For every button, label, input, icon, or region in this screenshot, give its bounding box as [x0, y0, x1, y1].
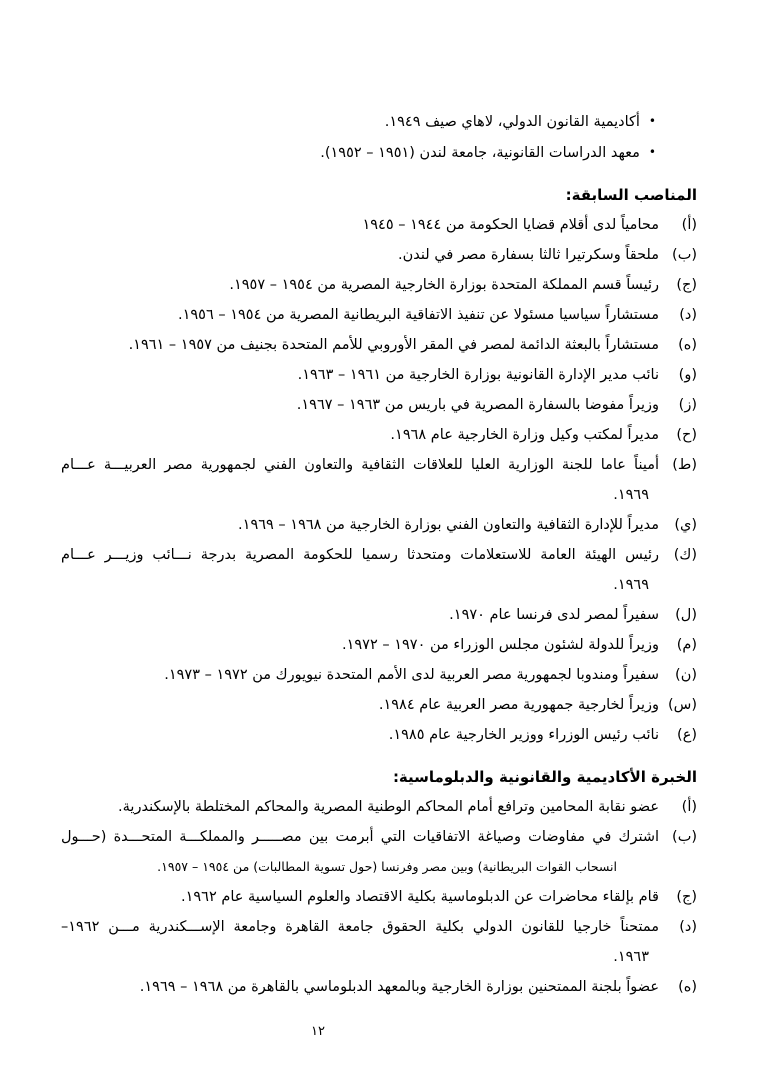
list-item: [61, 450, 697, 510]
item-marker: (ه): [678, 979, 697, 995]
item-marker: (س): [667, 697, 697, 713]
position-list: [61, 210, 697, 750]
section: [61, 762, 697, 1002]
item-text: نائب مدير الإدارة القانونية بوزارة الخارجية من ١٩٦١ – ١٩٦٣.: [297, 367, 659, 383]
list-item: [61, 420, 697, 450]
bullet-icon: •: [648, 145, 656, 159]
item-first-line: [61, 210, 697, 240]
item-continuation: انسحاب القوات البريطانية) وبين مصر وفرنسا (حول تسوية المطالبات) من ١٩٥٤ – ١٩٥٧.: [157, 859, 617, 874]
item-first-line: [61, 540, 697, 570]
item-marker: (د): [679, 919, 697, 935]
item-text: وزيراً لخارجية جمهورية مصر العربية عام ١٩٨٤.: [378, 697, 659, 713]
list-item: [61, 600, 697, 630]
item-marker: (م): [676, 637, 697, 653]
position-list: [61, 792, 697, 1002]
item-first-line: [61, 822, 697, 852]
list-item: [61, 822, 697, 882]
list-item: [61, 792, 697, 822]
item-marker: (ج): [676, 889, 697, 905]
item-first-line: [61, 510, 697, 540]
item-text: أميناً عاما للجنة الوزارية العليا للعلاقات الثقافية والتعاون الفني لجمهورية مصر العربيـــة عـــام: [61, 457, 659, 473]
item-marker: (ل): [675, 607, 697, 623]
item-marker: (ي): [674, 517, 697, 533]
bullet-text: معهد الدراسات القانونية، جامعة لندن (١٩٥١ – ١٩٥٢).: [320, 145, 640, 161]
list-item: [61, 912, 697, 972]
list-item: [61, 510, 697, 540]
item-marker: (أ): [681, 217, 697, 233]
item-text: ممتحناً خارجيا للقانون الدولي بكلية الحقوق جامعة القاهرة وجامعة الإســـكندرية مـــن ١٩٦٢–: [61, 919, 659, 935]
list-item: [61, 300, 697, 330]
bullet-item: [61, 137, 656, 168]
list-item: [61, 972, 697, 1002]
item-first-line: [61, 450, 697, 480]
item-continuation: ١٩٦٩.: [613, 487, 649, 503]
list-item: [61, 390, 697, 420]
item-first-line: [61, 792, 697, 822]
item-text: سفيراً لمصر لدى فرنسا عام ١٩٧٠.: [449, 607, 659, 623]
item-first-line: [61, 690, 697, 720]
item-text: رئيس الهيئة العامة للاستعلامات ومتحدثا رسميا للحكومة المصرية بدرجة نـــائب وزيـــر عـــام: [61, 547, 659, 563]
section: [61, 180, 697, 750]
item-first-line: [61, 660, 697, 690]
item-first-line: [61, 630, 697, 660]
list-item: [61, 882, 697, 912]
item-marker: (د): [679, 307, 697, 323]
list-item: [61, 330, 697, 360]
item-first-line: [61, 360, 697, 390]
page-number: ١٢: [311, 1024, 325, 1039]
item-first-line: [61, 912, 697, 942]
item-marker: (ب): [672, 829, 697, 845]
list-item: [61, 630, 697, 660]
item-marker: (ك): [673, 547, 697, 563]
item-marker: (ج): [676, 277, 697, 293]
list-item: [61, 270, 697, 300]
list-item: [61, 660, 697, 690]
item-first-line: [61, 390, 697, 420]
section-heading: المناصب السابقة:: [565, 186, 697, 204]
item-first-line: [61, 300, 697, 330]
sections-root: [61, 180, 697, 1002]
list-item: [61, 360, 697, 390]
bullet-text: أكاديمية القانون الدولي، لاهاي صيف ١٩٤٩.: [384, 114, 640, 130]
item-marker: (ن): [675, 667, 697, 683]
item-first-line: [61, 270, 697, 300]
list-item: [61, 720, 697, 750]
item-first-line: [61, 240, 697, 270]
item-marker: (ز): [678, 397, 697, 413]
item-first-line: [61, 972, 697, 1002]
item-text: رئيساً قسم المملكة المتحدة بوزارة الخارجية المصرية من ١٩٥٤ – ١٩٥٧.: [229, 277, 659, 293]
item-continuation: ١٩٦٣.: [613, 949, 649, 965]
item-marker: (أ): [681, 799, 697, 815]
item-marker: (ه): [678, 337, 697, 353]
item-text: وزيراً مفوضا بالسفارة المصرية في باريس من ١٩٦٣ – ١٩٦٧.: [296, 397, 659, 413]
list-item: [61, 240, 697, 270]
item-marker: (ع): [677, 727, 697, 743]
list-item: [61, 540, 697, 600]
item-text: اشترك في مفاوضات وصياغة الاتفاقيات التي أبرمت بين مصـــــر والمملكـــة المتحـــدة (حـــول: [61, 829, 659, 845]
item-first-line: [61, 330, 697, 360]
item-marker: (ب): [672, 247, 697, 263]
item-text: سفيراً ومندوبا لجمهورية مصر العربية لدى الأمم المتحدة نيويورك من ١٩٧٢ – ١٩٧٣.: [164, 667, 659, 683]
item-text: مديراً للإدارة الثقافية والتعاون الفني بوزارة الخارجية من ١٩٦٨ – ١٩٦٩.: [238, 517, 659, 533]
item-text: مستشاراً بالبعثة الدائمة لمصر في المقر الأوروبي للأمم المتحدة بجنيف من ١٩٥٧ – ١٩٦١.: [128, 337, 659, 353]
item-text: قام بإلقاء محاضرات عن الدبلوماسية بكلية الاقتصاد والعلوم السياسية عام ١٩٦٢.: [180, 889, 659, 905]
item-text: وزيراً للدولة لشئون مجلس الوزراء من ١٩٧٠ – ١٩٧٢.: [341, 637, 659, 653]
education-list: [61, 106, 697, 168]
item-first-line: [61, 882, 697, 912]
item-text: مستشاراً سياسيا مسئولا عن تنفيذ الاتفاقية البريطانية المصرية من ١٩٥٤ – ١٩٥٦.: [177, 307, 659, 323]
item-text: مديراً لمكتب وكيل وزارة الخارجية عام ١٩٦٨.: [390, 427, 659, 443]
item-continuation: ١٩٦٩.: [613, 577, 649, 593]
item-text: عضواً بلجنة الممتحنين بوزارة الخارجية وبالمعهد الدبلوماسي بالقاهرة من ١٩٦٨ – ١٩٦٩.: [139, 979, 659, 995]
item-marker: (و): [678, 367, 697, 383]
item-text: عضو نقابة المحامين وترافع أمام المحاكم الوطنية المصرية والمحاكم المختلطة بالإسكندرية.: [118, 799, 659, 815]
document-content: [61, 0, 697, 1039]
item-text: محامياً لدى أقلام قضايا الحكومة من ١٩٤٤ – ١٩٤٥: [362, 217, 659, 233]
item-text: نائب رئيس الوزراء ووزير الخارجية عام ١٩٨٥.: [388, 727, 659, 743]
bullet-item: [61, 106, 656, 137]
list-item: [61, 690, 697, 720]
item-marker: (ح): [676, 427, 697, 443]
item-first-line: [61, 720, 697, 750]
item-text: ملحقاً وسكرتيرا ثالثا بسفارة مصر في لندن.: [398, 247, 659, 263]
item-first-line: [61, 600, 697, 630]
item-first-line: [61, 420, 697, 450]
section-heading: الخبرة الأكاديمية والقانونية والدبلوماسية:: [392, 768, 697, 786]
item-marker: (ط): [672, 457, 697, 473]
list-item: [61, 210, 697, 240]
bullet-icon: •: [648, 114, 656, 128]
